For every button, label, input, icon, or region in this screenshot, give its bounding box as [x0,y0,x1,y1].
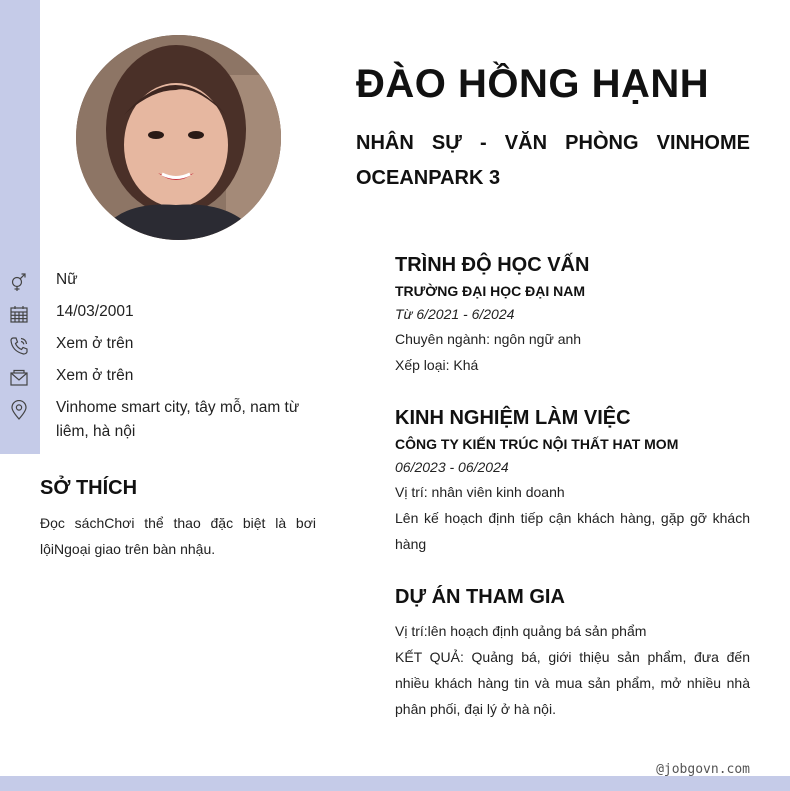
job-title: NHÂN SỰ - VĂN PHÒNG VINHOME OCEANPARK 3 [356,132,750,189]
email-value[interactable]: Xem ở trên [56,367,134,384]
contact-row-gender [0,268,330,300]
profile-photo-illustration [76,35,281,240]
contact-row-email [0,364,330,396]
candidate-name: ĐÀO HỒNG HẠNH [356,62,710,106]
education-heading: TRÌNH ĐỘ HỌC VẤN [395,254,590,276]
calendar-icon [9,304,29,324]
phone-value[interactable]: Xem ở trên [56,335,134,352]
project-position: Vị trí:lên hoạch định quảng bá sản phẩm [395,623,647,639]
watermark: @jobgovn.com [656,762,750,777]
experience-heading: KINH NGHIỆM LÀM VIỆC [395,407,631,429]
experience-position: Vị trí: nhân viên kinh doanh [395,484,565,500]
contact-row-dob [0,300,330,332]
education-period: Từ 6/2021 - 6/2024 [395,306,515,322]
contact-info [0,268,330,444]
education-section [395,250,589,378]
dob-value: 14/03/2001 [56,303,134,320]
school-name: TRƯỜNG ĐẠI HỌC ĐẠI NAM [395,283,585,299]
projects-section [395,582,750,722]
education-major: Chuyên ngành: ngôn ngữ anh [395,331,582,347]
address-value: Vinhome smart city, tây mỗ, nam từ liêm, hà nội [56,399,300,440]
experience-period: 06/2023 - 06/2024 [395,459,509,475]
profile-photo [76,35,281,240]
contact-row-phone [0,332,330,364]
project-result: KẾT QUẢ: Quảng bá, giới thiệu sản phẩm, đưa đến nhiều khách hàng tin và mua sản phẩm, mở nhiều nhà phân phối, đại lý ở hà nội. [395,649,750,717]
gender-icon [9,272,29,292]
contact-row-address [0,396,330,444]
location-icon [9,400,29,420]
projects-heading: DỰ ÁN THAM GIA [395,586,565,608]
bottom-accent-bar [0,776,790,791]
email-icon [9,368,29,388]
gender-value: Nữ [56,271,78,288]
experience-section [395,403,750,557]
hobbies-heading: SỞ THÍCH [40,477,138,499]
experience-description: Lên kế hoạch định tiếp cận khách hàng, gặp gỡ khách hàng [395,510,750,552]
hobbies-text: Đọc sáchChơi thể thao đặc biệt là bơi lộiNgoại giao trên bàn nhậu. [40,515,316,557]
company-name: CÔNG TY KIẾN TRÚC NỘI THẤT HAT MOM [395,436,679,452]
phone-icon [9,336,29,356]
education-grade: Xếp loại: Khá [395,357,479,373]
